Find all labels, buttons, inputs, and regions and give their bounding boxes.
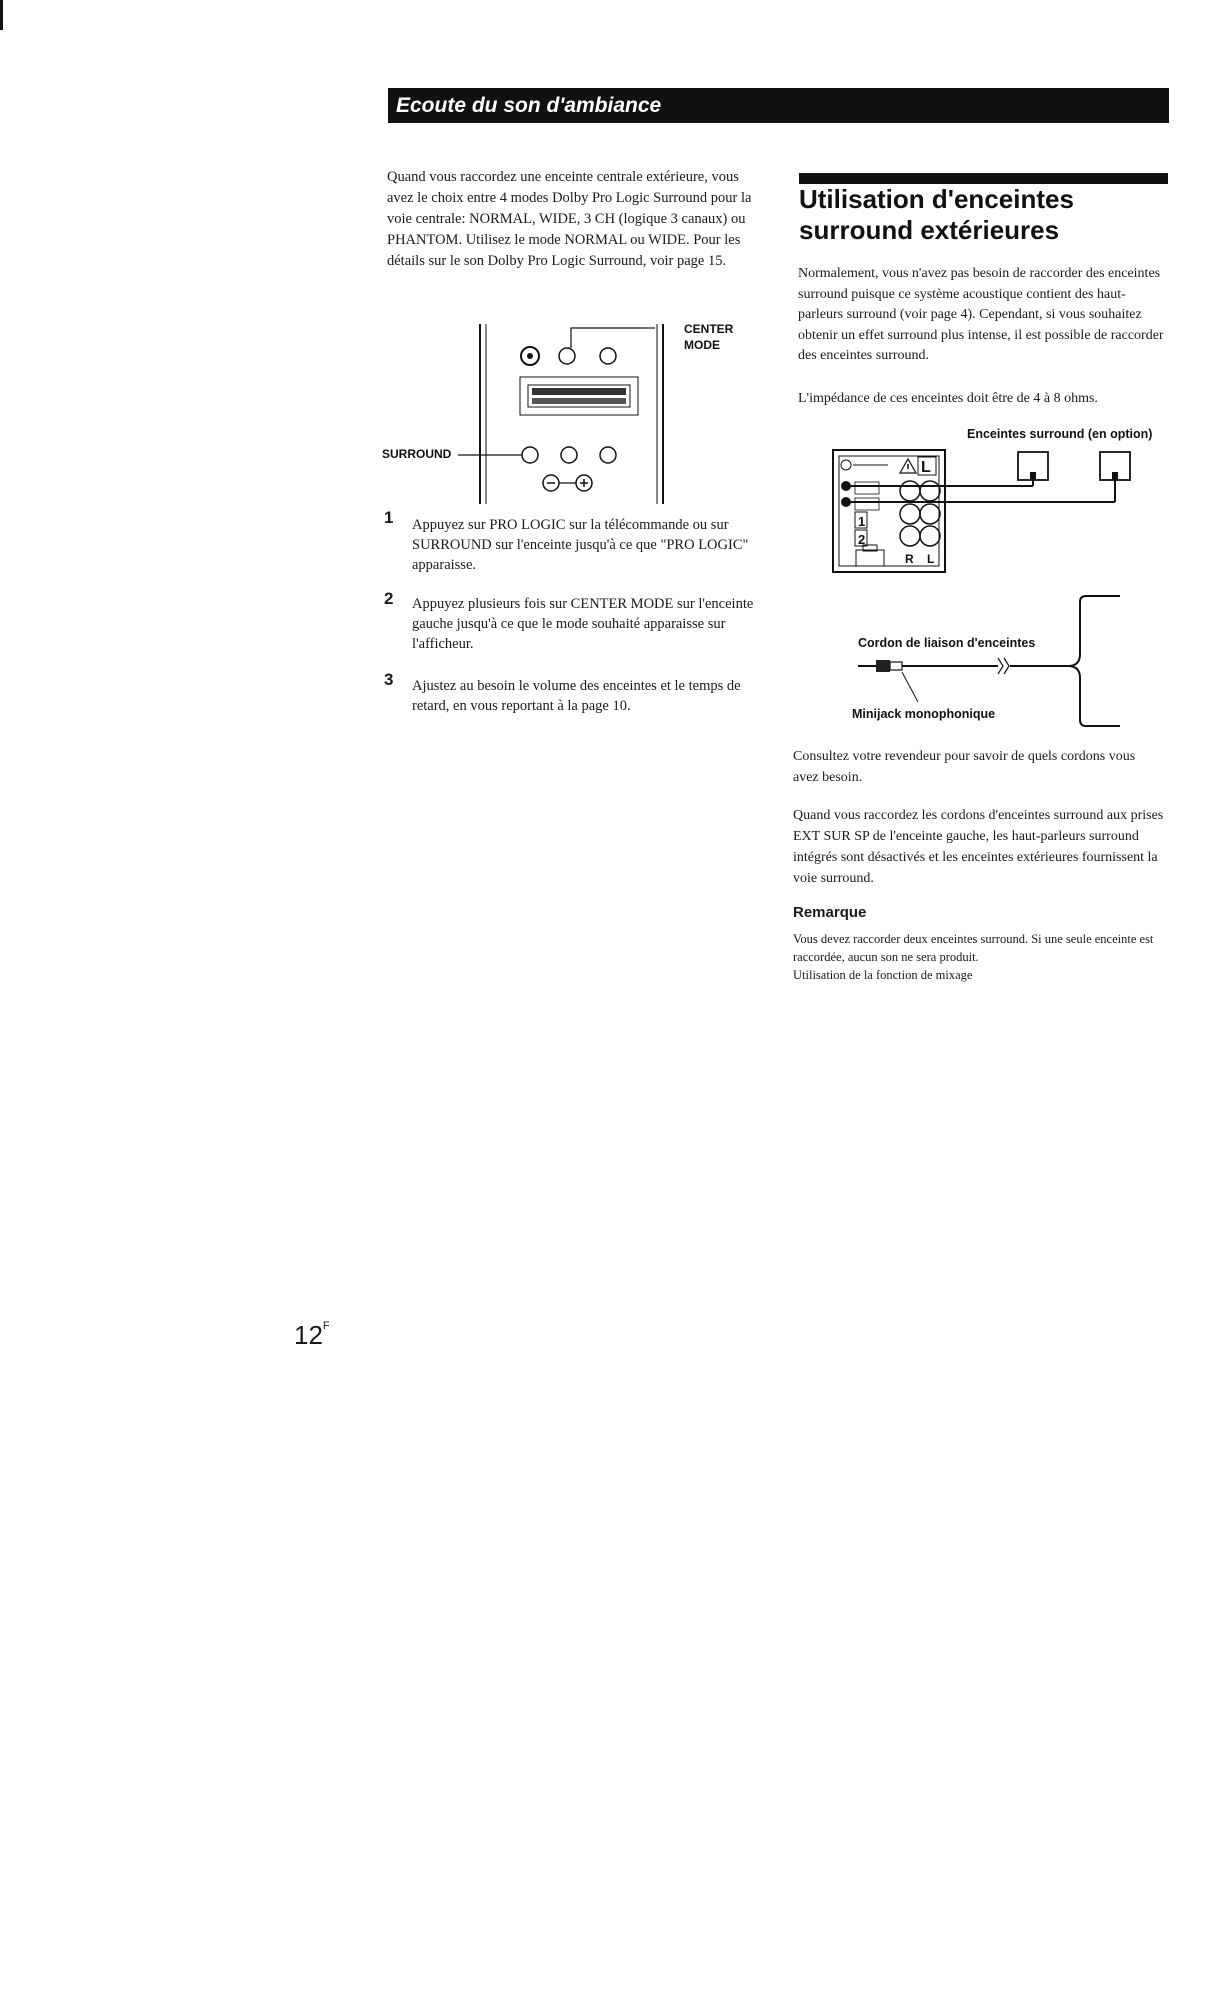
surround-speaker-right — [1100, 452, 1130, 480]
input-1-mark: 1 — [858, 514, 866, 529]
connection-diagram — [830, 440, 1175, 740]
surround-callout: SURROUND — [382, 447, 452, 461]
select-button — [561, 447, 577, 463]
surround-button — [522, 447, 538, 463]
step-3-text: Ajustez au besoin le volume des enceintes et le temps de retard, en vous reportant à la page 10. — [412, 678, 741, 714]
minijack-label: Minijack monophonique — [852, 707, 996, 721]
input-2-mark: 2 — [858, 532, 866, 547]
after-figure-paragraph-2: Quand vous raccordez les cordons d'enceintes surround aux prises EXT SUR SP de l'enceinte gauche, les haut-parleurs surround intégrés sont désactivés et les enceintes extérieures fournissent la voie surround. — [793, 808, 1164, 886]
level-buttons — [543, 475, 592, 491]
note-line-2: Utilisation de la fonction de mixage — [793, 968, 973, 982]
note-text — [793, 930, 1173, 984]
left-channel-mark-2: L — [927, 552, 935, 566]
display-segments — [532, 388, 626, 404]
page-number-suffix: F — [322, 1320, 330, 1332]
note-heading: Remarque — [793, 904, 867, 921]
cable-label: Cordon de liaison d'enceintes — [858, 636, 1036, 650]
section-header-title: Ecoute du son d'ambiance — [396, 94, 662, 117]
step-2-number: 2 — [384, 589, 394, 608]
scan-edge-mark — [0, 0, 3, 30]
section-paragraph-2: L'impédance de ces enceintes doit être de 4 à 8 ohms. — [798, 391, 1098, 406]
step-1-number: 1 — [384, 508, 394, 527]
center-mode-button — [559, 348, 575, 364]
step-2-text: Appuyez plusieurs fois sur CENTER MODE sur l'enceinte gauche jusqu'à ce que le mode souhaité apparaisse sur l'afficheur. — [412, 596, 754, 652]
left-channel-mark: L — [921, 459, 931, 476]
step-3-number: 3 — [384, 670, 394, 689]
surround-speaker-left — [1018, 452, 1048, 480]
section-title: Utilisation d'enceintes surround extérieures — [799, 184, 1074, 245]
section-paragraph-1: Normalement, vous n'avez pas besoin de raccorder des enceintes surround puisque ce système acoustique contient des haut-parleurs surround (voir page 4). Cependant, si vous souhaitez obtenir un effet surround plus intense, il est possible de raccorder des enceintes surround. — [798, 266, 1164, 363]
after-figure-paragraph-1: Consultez votre revendeur pour savoir de quels cordons vous avez besoin. — [793, 749, 1136, 785]
page-number-value: 12 — [294, 1320, 323, 1350]
note-line-1: Vous devez raccorder deux enceintes surround. Si une seule enceinte est raccordée, aucun son ne sera produit. — [793, 932, 1154, 964]
step-1-text: Appuyez sur PRO LOGIC sur la télécommande ou sur SURROUND sur l'enceinte jusqu'à ce que "PRO LOGIC" apparaisse. — [412, 517, 749, 573]
intro-paragraph: Quand vous raccordez une enceinte centrale extérieure, vous avez le choix entre 4 modes Dolby Pro Logic Surround pour la voie centrale: NORMAL, WIDE, 3 CH (logique 3 canaux) ou PHANTOM. Utilisez le mode NORMAL ou WIDE. Pour les détails sur le son Dolby Pro Logic Surround, voir page 15. — [387, 169, 752, 269]
right-channel-mark: R — [905, 552, 914, 566]
section-rule — [799, 173, 1168, 184]
pro-logic-button — [600, 348, 616, 364]
optional-speakers-label: Enceintes surround (en option) — [967, 427, 1153, 441]
input-button — [600, 447, 616, 463]
center-mode-callout: CENTER MODE — [684, 322, 734, 352]
page-number — [294, 1320, 330, 1351]
power-button — [521, 347, 539, 365]
